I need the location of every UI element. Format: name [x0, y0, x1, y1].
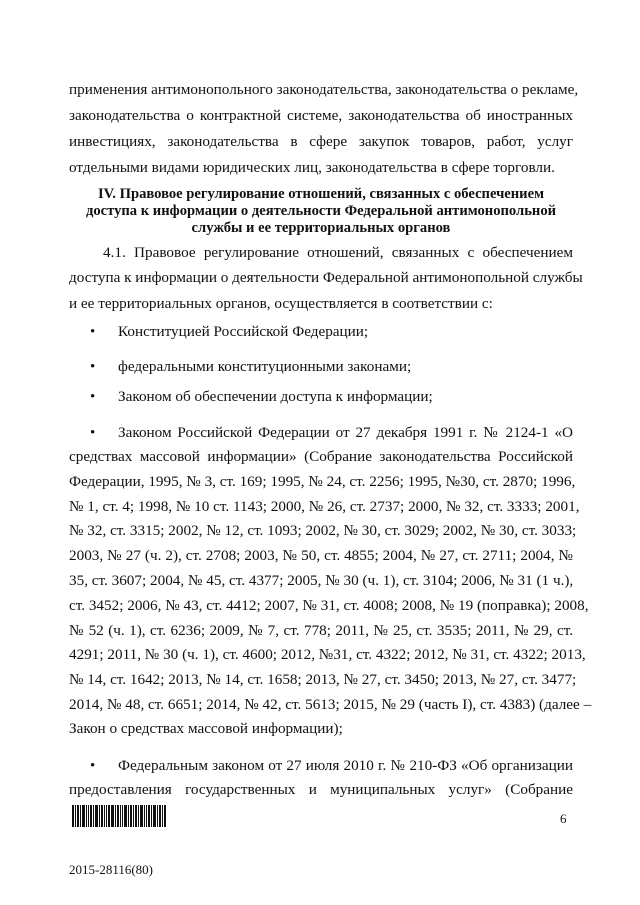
- bullet-dot: •: [90, 359, 96, 375]
- law-item-line-12: 2014, № 48, ст. 6651; 2014, № 42, ст. 5613; 2015, № 29 (часть I), ст. 4383) (далее –: [69, 696, 592, 713]
- barcode-image: [72, 805, 168, 827]
- law-item-line-1: Законом Российской Федерации от 27 декабря 1991 г. № 2124-1 «О: [118, 424, 573, 441]
- page-number: 6: [560, 811, 567, 826]
- intro-line-4: отдельными видами юридических лиц, законодательства в сфере торговли.: [69, 159, 555, 176]
- law-item-line-5: № 32, ст. 3315; 2002, № 12, ст. 1093; 2002, № 30, ст. 3029; 2002, № 30, ст. 3033;: [69, 522, 577, 539]
- bullet-dot: •: [90, 324, 96, 340]
- bullet-dot: •: [90, 389, 96, 405]
- fed-law-line-1: Федеральным законом от 27 июля 2010 г. № 210-ФЗ «Об организации: [118, 757, 573, 774]
- law-item-line-8: ст. 3452; 2006, № 43, ст. 4412; 2007, № 31, ст. 4008; 2008, № 19 (поправка); 2008,: [69, 597, 589, 614]
- bullet-item-2: федеральными конституционными законами;: [118, 358, 412, 375]
- bullet-item-1: Конституцией Российской Федерации;: [118, 323, 369, 340]
- law-item-line-13: Закон о средствах массовой информации);: [69, 720, 343, 737]
- law-item-line-4: № 1, ст. 4; 1998, № 10 ст. 1143; 2000, № 26, ст. 2737; 2000, № 32, ст. 3333; 2001,: [69, 498, 580, 515]
- intro-line-2: законодательства о контрактной системе, законодательства об иностранных: [69, 107, 573, 124]
- law-item-line-7: 35, ст. 3607; 2004, № 45, ст. 4377; 2005, № 30 (ч. 1), ст. 3104; 2006, № 31 (1 ч.),: [69, 572, 574, 589]
- document-id: 2015-28116(80): [69, 862, 154, 877]
- law-item-line-10: 4291; 2011, № 30 (ч. 1), ст. 4600; 2012, №31, ст. 4322; 2012, № 31, ст. 4322; 2013,: [69, 646, 586, 663]
- intro-line-3: инвестициях, законодательства в сфере закупок товаров, работ, услуг: [69, 133, 573, 150]
- fed-law-line-2: предоставления государственных и муниципальных услуг» (Собрание: [69, 781, 573, 798]
- law-item-line-9: № 52 (ч. 1), ст. 6236; 2009, № 7, ст. 778; 2011, № 25, ст. 3535; 2011, № 29, ст.: [69, 622, 573, 639]
- law-item-line-3: Федерации, 1995, № 3, ст. 169; 1995, № 24, ст. 2256; 1995, №30, ст. 2870; 1996,: [69, 473, 576, 490]
- section-heading-line-3: службы и ее территориальных органов: [191, 220, 451, 236]
- bullet-dot: •: [90, 758, 96, 774]
- law-item-line-2: средствах массовой информации» (Собрание законодательства Российской: [69, 448, 573, 465]
- bullet-dot: •: [90, 425, 96, 441]
- bullet-item-3: Законом об обеспечении доступа к информации;: [118, 388, 433, 405]
- intro-line-1: применения антимонопольного законодательства, законодательства о рекламе,: [69, 81, 579, 98]
- law-item-line-11: № 14, ст. 1642; 2013, № 14, ст. 1658; 2013, № 27, ст. 3450; 2013, № 27, ст. 3477;: [69, 671, 577, 688]
- para-4-1-line-1: 4.1. Правовое регулирование отношений, связанных с обеспечением: [103, 244, 573, 261]
- section-heading-line-1: IV. Правовое регулирование отношений, связанных с обеспечением: [97, 186, 545, 202]
- para-4-1-line-3: и ее территориальных органов, осуществляется в соответствии с:: [69, 295, 493, 312]
- law-item-line-6: 2003, № 27 (ч. 2), ст. 2708; 2003, № 50, ст. 4855; 2004, № 27, ст. 2711; 2004, №: [69, 547, 573, 564]
- para-4-1-line-2: доступа к информации о деятельности Федеральной антимонопольной службы: [69, 269, 583, 286]
- section-heading-line-2: доступа к информации о деятельности Федеральной антимонопольной: [85, 203, 557, 219]
